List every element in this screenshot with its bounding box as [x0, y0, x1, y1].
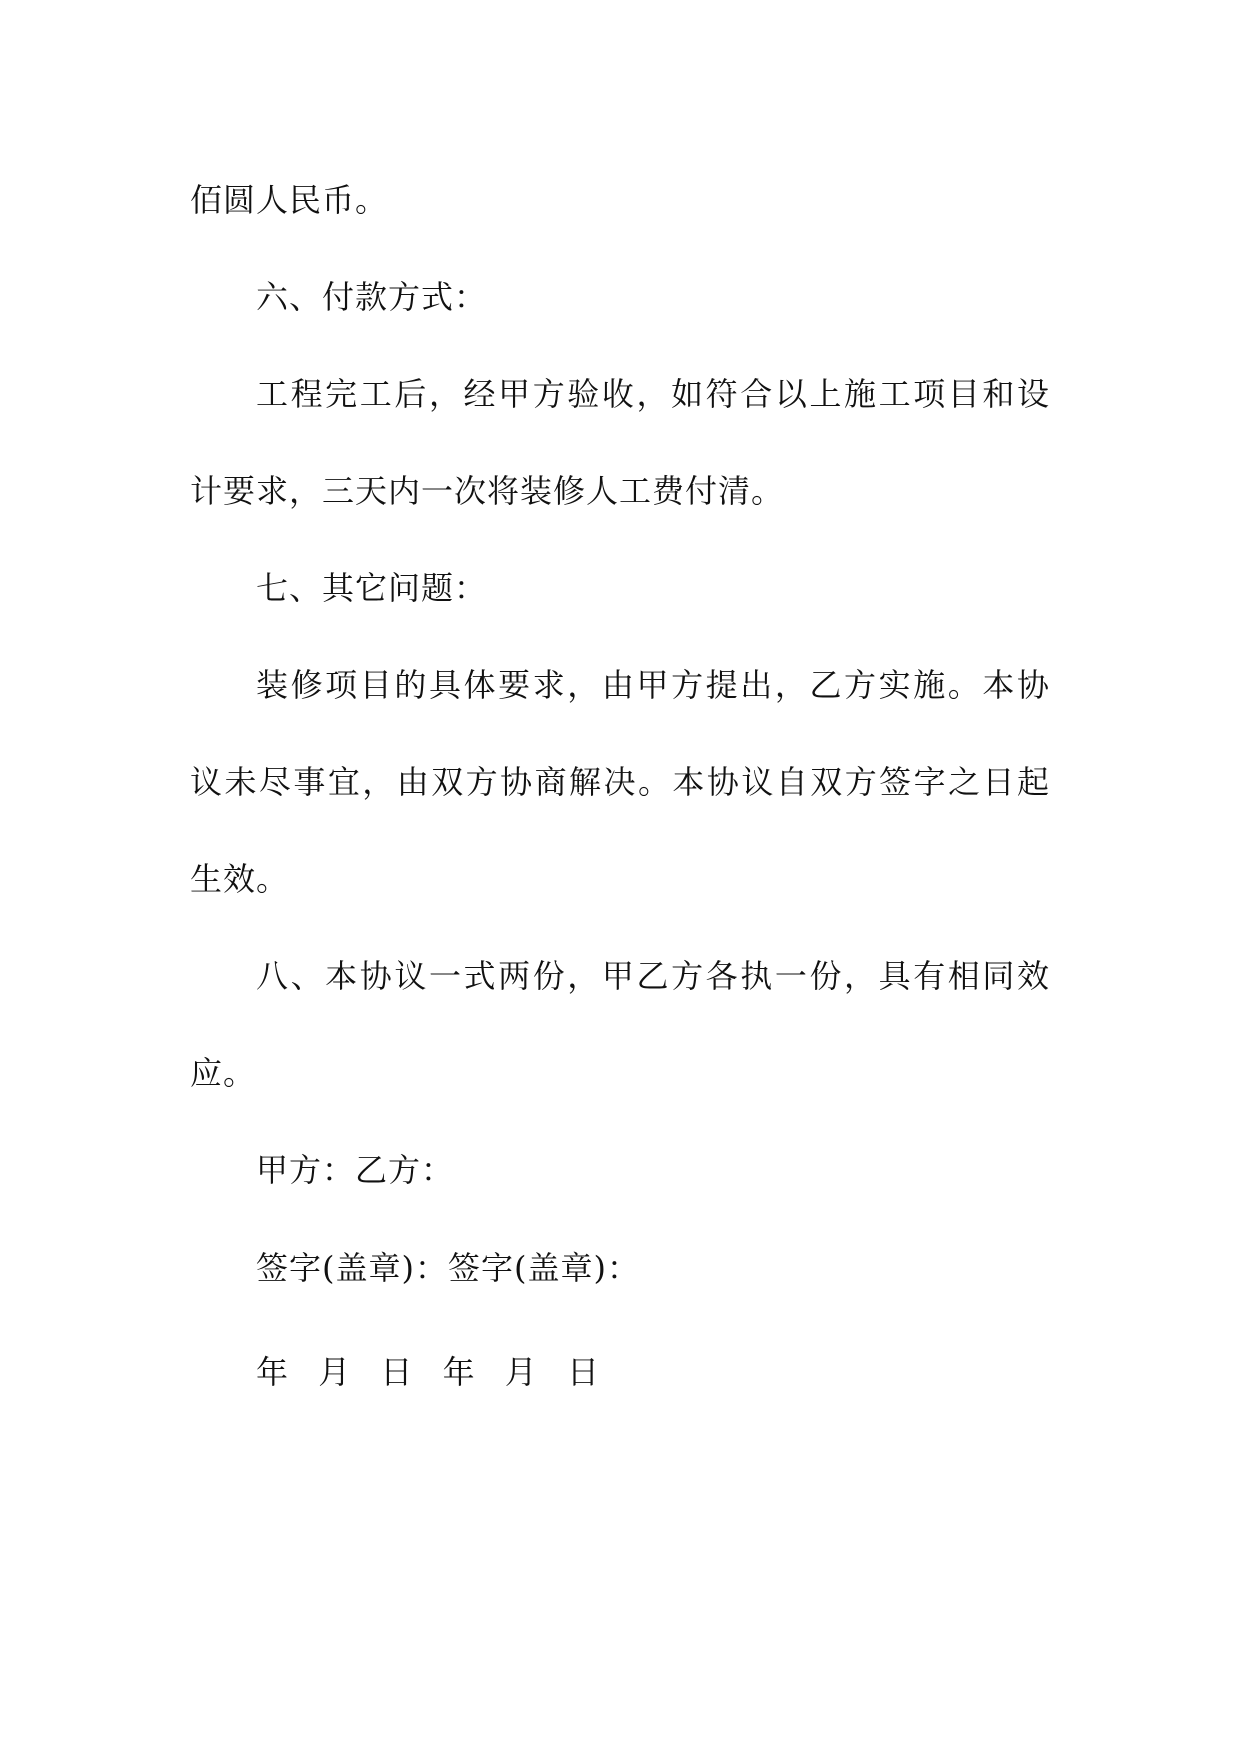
month-label-b: 月 — [504, 1353, 537, 1391]
text-line-9: 八、本协议一式两份，甲乙方各执一份，具有相同效 — [256, 957, 1050, 995]
day-label-b: 日 — [566, 1353, 599, 1391]
heading-other-issues: 七、其它问题： — [256, 569, 488, 607]
text-line-7: 议未尽事宜，由双方协商解决。本协议自双方签字之日起 — [190, 763, 1050, 801]
party-labels: 甲方：乙方： — [256, 1151, 455, 1189]
day-label-a: 日 — [380, 1353, 413, 1391]
text-line-10: 应。 — [190, 1054, 257, 1092]
heading-payment-method: 六、付款方式： — [256, 278, 488, 316]
year-label-b: 年 — [442, 1353, 475, 1391]
text-line-8: 生效。 — [190, 860, 290, 898]
year-label-a: 年 — [256, 1353, 289, 1391]
month-label-a: 月 — [318, 1353, 351, 1391]
text-line-1: 佰圆人民币。 — [190, 181, 389, 219]
signature-labels: 签字(盖章)：签字(盖章)： — [256, 1249, 640, 1287]
text-line-3: 工程完工后，经甲方验收，如符合以上施工项目和设 — [256, 375, 1050, 413]
date-line — [256, 1352, 619, 1392]
text-line-4: 计要求，三天内一次将装修人工费付清。 — [190, 472, 785, 510]
text-line-6: 装修项目的具体要求，由甲方提出，乙方实施。本协 — [256, 666, 1050, 704]
